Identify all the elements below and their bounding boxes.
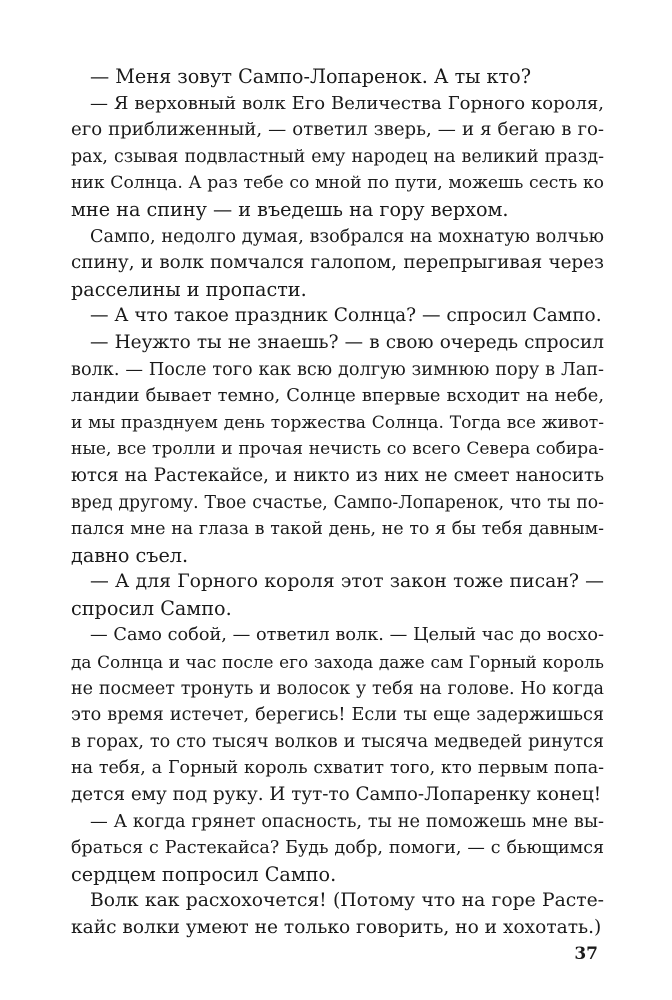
text-line: сердцем попросил Сампо. (71, 862, 337, 886)
text-line: волк. — После того как всю долгую зимнюю пору в Лап- (71, 359, 604, 380)
text-line: Сампо, недолго думая, взобрался на мохнатую волчью (90, 226, 604, 247)
text-line: — Я верховный волк Его Величества Горного короля, (90, 92, 604, 114)
text-line: ник Солнца. А раз тебе со мной по пути, можешь сесть ко (71, 173, 604, 194)
body-text (71, 64, 604, 942)
text-line: — Неужто ты не знаешь? — в свою очередь спросил (90, 331, 604, 353)
text-line: в горах, то сто тысяч волков и тысяча медведей ринутся (71, 731, 604, 752)
text-line: — А для Горного короля этот закон тоже писан? — (90, 571, 604, 593)
text-line: на тебя, а Горный король схватит того, кто первым попа- (71, 758, 604, 779)
text-line: мне на спину — и въедешь на гору верхом. (71, 197, 509, 221)
text-line: дется ему под руку. И тут-то Сампо-Лопаренку конец! (71, 784, 602, 806)
text-line: и мы празднуем день торжества Солнца. Тогда все живот- (71, 412, 604, 433)
text-line: рах, сзывая подвластный ему народец на великий празд- (71, 146, 604, 167)
text-line: ются на Растекайсе, и никто из них не смеет наносить (71, 464, 604, 486)
text-line: Волк как расхохочется! (Потому что на горе Расте- (90, 890, 604, 912)
text-line: его приближенный, — ответил зверь, — и я бегаю в го- (71, 119, 604, 141)
text-line: — Меня зовут Сампо-Лопаренок. А ты кто? (90, 65, 531, 88)
text-line: браться с Растекайса? Будь добр, помоги, — с бьющимся (71, 838, 604, 859)
page-number: 37 (574, 944, 598, 964)
text-line: вред другому. Твое счастье, Сампо-Лопаренок, что ты по- (71, 492, 604, 513)
text-line: спину, и волк помчался галопом, перепрыгивая через (71, 252, 604, 274)
text-line: да Солнца и час после его захода даже сам Горный король (71, 652, 604, 673)
text-line: это время истечет, берегись! Если ты еще задержишься (71, 705, 604, 726)
text-line: не посмеет тронуть и волосок у тебя на голове. Но когда (71, 678, 604, 699)
text-line: кайс волки умеют не только говорить, но и хохотать.) (71, 917, 602, 938)
text-line: ные, все тролли и прочая нечисть со всего Севера собира- (71, 439, 604, 460)
text-line: — Само собой, — ответил волк. — Целый час до восхо- (90, 625, 604, 646)
text-line: спросил Сампо. (71, 596, 232, 620)
text-line: — А что такое праздник Солнца? — спросил Сампо. (90, 305, 602, 327)
text-line: — А когда грянет опасность, ты не поможешь мне вы- (90, 810, 604, 832)
text-line: расселины и пропасти. (71, 277, 307, 301)
text-line: давно съел. (71, 543, 189, 567)
text-line: пался мне на глаза в такой день, не то я бы тебя давным- (71, 519, 604, 540)
text-line: ландии бывает темно, Солнце впервые всходит на небе, (71, 385, 604, 407)
